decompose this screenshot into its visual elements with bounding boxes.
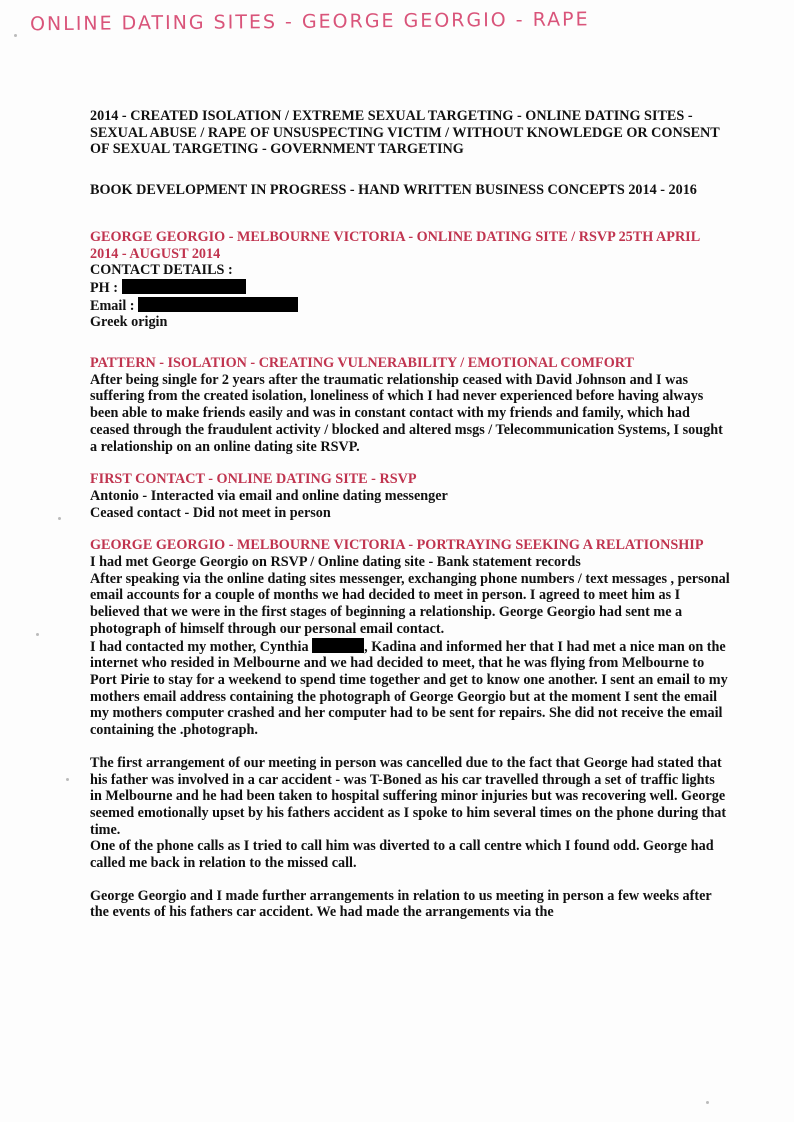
document-body — [90, 108, 730, 921]
phone-line — [90, 279, 730, 297]
relationship-body-3b: , Kadina and informed her that I had met a nice man on the internet who resided in Melbourne and we had decided to meet, that he was flying from Melbourne to Port Pirie to stay for a weekend to spend time together and get to know one another. I sent an email to my mothers email address containing the photograph of George Georgio but at the moment I sent the email my mothers computer crashed and her computer had to be sent for repairs. She did not receive the email containing the .photograph. — [90, 638, 728, 739]
scan-speck — [706, 1101, 709, 1104]
relationship-para-4: George Georgio and I made further arrangements in relation to us meeting in person a few weeks after the events of his fathers car accident. We had made the arrangements via the — [90, 887, 712, 921]
relationship-body-3 — [90, 638, 730, 739]
scan-speck — [36, 633, 39, 636]
email-label: Email : — [90, 297, 135, 314]
email-line — [90, 297, 730, 315]
relationship-body-3a: I had contacted my mother, Cynthia — [90, 638, 313, 655]
first-contact-line-1: Antonio - Interacted via email and online dating messenger — [90, 487, 448, 504]
contact-details-label: CONTACT DETAILS : — [90, 262, 233, 279]
origin-line: Greek origin — [90, 314, 168, 331]
relationship-para-3: One of the phone calls as I tried to call him was diverted to a call centre which I found odd. George had called me back in relation to the missed call. — [90, 838, 714, 872]
relationship-body-1: I had met George Georgio on RSVP / Online dating site - Bank statement records — [90, 554, 581, 571]
email-redaction — [138, 297, 298, 312]
scan-speck — [14, 34, 17, 37]
phone-label: PH : — [90, 279, 118, 296]
scan-speck — [58, 517, 61, 520]
book-heading: BOOK DEVELOPMENT IN PROGRESS - HAND WRITTEN BUSINESS CONCEPTS 2014 - 2016 — [90, 182, 697, 199]
pattern-section-title: PATTERN - ISOLATION - CREATING VULNERABILITY / EMOTIONAL COMFORT — [90, 355, 634, 372]
george-section-title: GEORGE GEORGIO - MELBOURNE VICTORIA - ONLINE DATING SITE / RSVP 25TH APRIL 2014 - AUGUST 2014 — [90, 228, 700, 262]
relationship-para-2: The first arrangement of our meeting in person was cancelled due to the fact that George had stated that his father was involved in a car accident - was T-Boned as his car travelled through a set of traffic lights in Melbourne and he had been taken to hospital suffering minor injuries but was recovering well. George seemed emotionally upset by his fathers accident as I spoke to him several times on the phone during that time. — [90, 754, 727, 838]
scan-speck — [66, 778, 69, 781]
first-contact-title: FIRST CONTACT - ONLINE DATING SITE - RSVP — [90, 471, 417, 488]
handwritten-title: ONLINE DATING SITES - GEORGE GEORGIO - RAPE — [29, 8, 590, 36]
first-contact-line-2: Ceased contact - Did not meet in person — [90, 504, 331, 521]
relationship-section-title: GEORGE GEORGIO - MELBOURNE VICTORIA - PORTRAYING SEEKING A RELATIONSHIP — [90, 537, 704, 554]
pattern-body: After being single for 2 years after the traumatic relationship ceased with David Johnson and I was suffering from the created isolation, loneliness of which I had never experienced before having always been able to make friends easily and was in constant contact with my friends and family, which had ceased through the fraudulent activity / blocked and altered msgs / Telecommunication Systems, I sought a relationship on an online dating site RSVP. — [90, 371, 723, 455]
relationship-body-2: After speaking via the online dating sites messenger, exchanging phone numbers / text messages , personal email accounts for a couple of months we had decided to meet in person. I agreed to meet him as I believed that we were in the first stages of beginning a relationship. George Georgio had sent me a photograph of himself through our personal email contact. — [90, 570, 730, 637]
surname-redaction — [312, 638, 364, 653]
main-heading: 2014 - CREATED ISOLATION / EXTREME SEXUAL TARGETING - ONLINE DATING SITES - SEXUAL ABUSE / RAPE OF UNSUSPECTING VICTIM / WITHOUT KNOWLEDGE OR CONSENT OF SEXUAL TARGETING - GOVERNMENT TARGETING — [90, 108, 720, 158]
phone-redaction — [122, 279, 246, 294]
